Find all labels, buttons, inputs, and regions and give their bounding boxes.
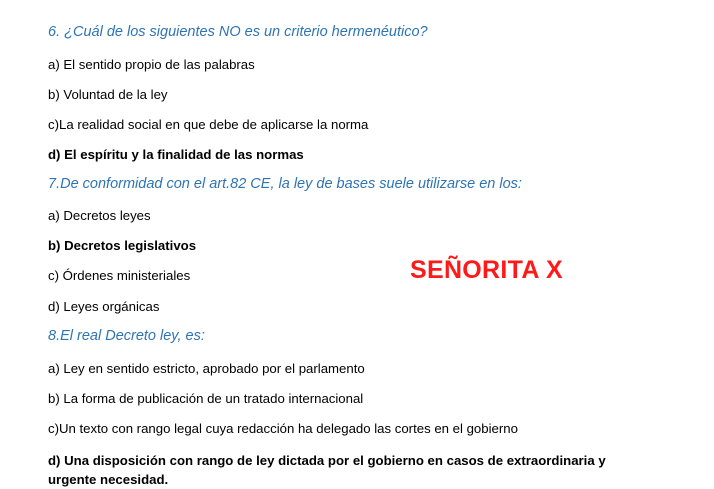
question-6-title: 6. ¿Cuál de los siguientes NO es un criterio hermenéutico? <box>48 24 428 40</box>
question-7-option-c: c) Órdenes ministeriales <box>48 268 191 283</box>
question-8-title: 8.El real Decreto ley, es: <box>48 328 205 344</box>
question-8-option-d-correct: d) Una disposición con rango de ley dictada por el gobierno en casos de extraordinaria y urgente necesidad. <box>48 453 606 487</box>
question-7-option-b-correct: b) Decretos legislativos <box>48 238 197 253</box>
watermark-text: SEÑORITA X <box>410 256 564 284</box>
question-6-option-d-correct: d) El espíritu y la finalidad de las normas <box>48 147 304 162</box>
question-6-option-c: c)La realidad social en que debe de aplicarse la norma <box>48 117 369 132</box>
question-7-option-a: a) Decretos leyes <box>48 208 151 223</box>
question-6-option-a: a) El sentido propio de las palabras <box>48 57 255 72</box>
question-7-title: 7.De conformidad con el art.82 CE, la ley de bases suele utilizarse en los: <box>48 176 522 192</box>
question-7-option-d: d) Leyes orgánicas <box>48 299 160 314</box>
question-8-option-c: c)Un texto con rango legal cuya redacción ha delegado las cortes en el gobierno <box>48 421 518 436</box>
question-8-option-a: a) Ley en sentido estricto, aprobado por el parlamento <box>48 361 365 376</box>
question-6-option-b: b) Voluntad de la ley <box>48 87 168 102</box>
question-8-option-b: b) La forma de publicación de un tratado internacional <box>48 391 364 406</box>
